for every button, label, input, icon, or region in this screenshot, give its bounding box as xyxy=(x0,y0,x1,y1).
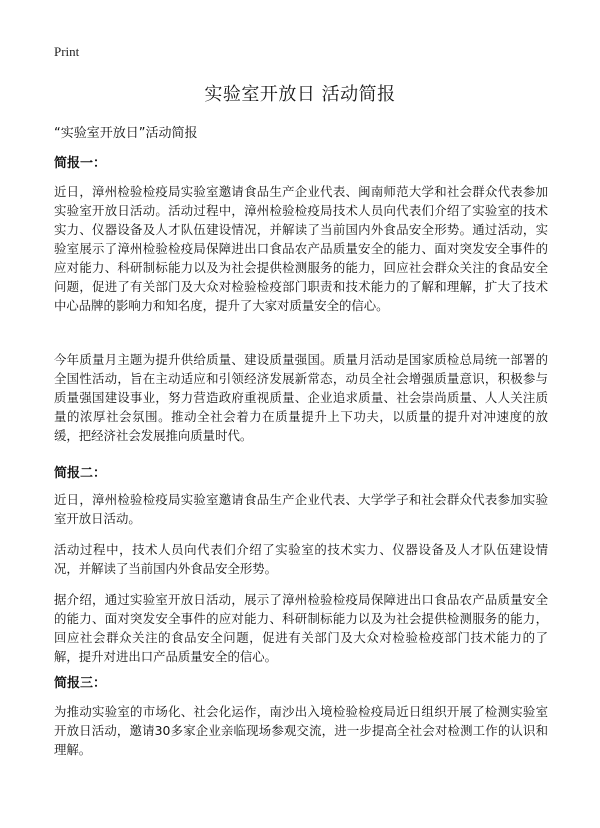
section-1-paragraph-2: 今年质量月主题为提升供给质量、建设质量强国。质量月活动是国家质检总局统一部署的全国性活动，旨在主动适应和引领经济发展新常态，动员全社会增强质量意识，积极参与质量强国建设事业，努力营造政府重视质量、企业追求质量、社会崇尚质量、人人关注质量的浓厚社会氛围。推动全社会着力在质量提升上下功夫，以质量的提升对冲速度的放缓，把经济社会发展推向质量时代。 xyxy=(54,352,548,443)
print-label[interactable]: Print xyxy=(54,44,80,59)
section-1-paragraph-1: 近日，漳州检验检疫局实验室邀请食品生产企业代表、闽南师范大学和社会群众代表参加实验室开放日活动。活动过程中，漳州检验检疫局技术人员向代表们介绍了实验室的技术实力、仪器设备及人才队伍建设情况，并解读了当前国内外食品安全形势。通过活动，实验室展示了漳州检验检疫局保障进出口食品农产品质量安全的能力、面对突发安全事件的应对能力、科研制标能力以及为社会提供检测服务的能力，回应社会群众关注的食品安全问题，促进了有关部门及大众对检验检疫部门职责和技术能力的了解和理解，扩大了技术中心品牌的影响力和知名度，提升了大家对质量安全的信心。 xyxy=(54,184,548,313)
section-2-paragraph-2: 活动过程中，技术人员向代表们介绍了实验室的技术实力、仪器设备及人才队伍建设情况，并解读了当前国内外食品安全形势。 xyxy=(54,542,548,576)
section-2-paragraph-1: 近日，漳州检验检疫局实验室邀请食品生产企业代表、大学学子和社会群众代表参加实验室开放日活动。 xyxy=(54,492,548,526)
document-subtitle: “实验室开放日”活动简报 xyxy=(54,126,198,141)
section-2-paragraph-3: 据介绍，通过实验室开放日活动，展示了漳州检验检疫局保障进出口食品农产品质量安全的能力、面对突发安全事件的应对能力、科研制标能力以及为社会提供检测服务的能力，回应社会群众关注的食品安全问题，促进有关部门及大众对检验检疫部门技术能力的了解，提升对进出口产品质量安全的信心。 xyxy=(54,592,548,664)
page-title: 实验室开放日 活动简报 xyxy=(204,84,396,105)
section-3-paragraph-1: 为推动实验室的市场化、社会化运作，南沙出入境检验检疫局近日组织开展了检测实验室开放日活动，邀请30多家企业亲临现场参观交流，进一步提高全社会对检测工作的认识和理解。 xyxy=(54,704,548,757)
section-2-heading: 简报二： xyxy=(54,466,107,481)
section-3-heading: 简报三： xyxy=(54,676,107,691)
section-1-heading: 简报一： xyxy=(54,156,107,171)
